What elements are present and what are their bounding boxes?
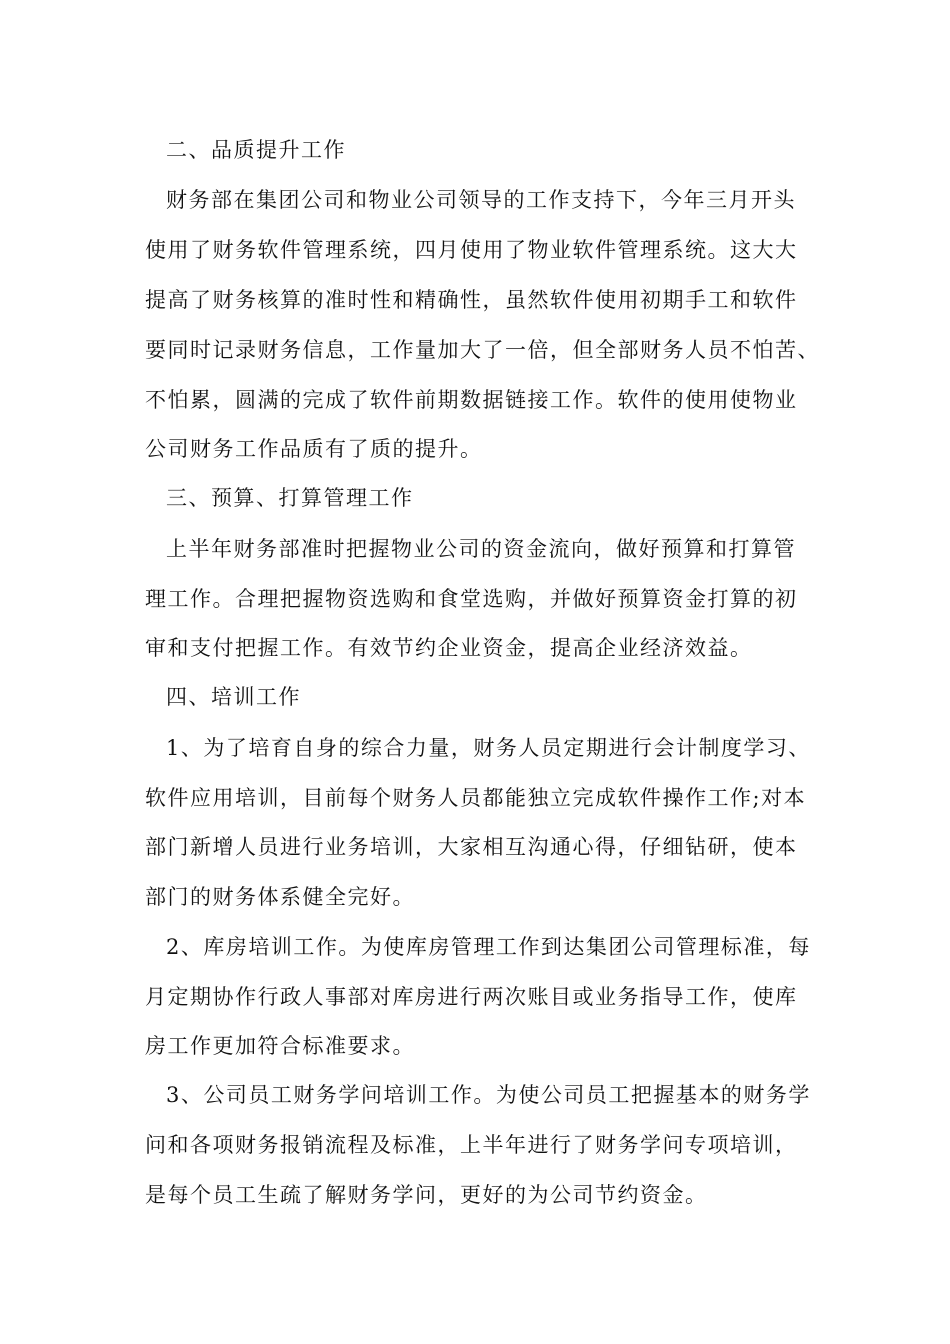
paragraph-line: 公司财务工作品质有了质的提升。 [145,437,483,461]
list-item-line: 月定期协作行政人事部对库房进行两次账目或业务指导工作，使库 [145,985,798,1009]
paragraph-line: 财务部在集团公司和物业公司领导的工作支持下，今年三月开头 [166,188,796,212]
list-item-line: 3、公司员工财务学问培训工作。为使公司员工把握基本的财务学 [166,1083,811,1107]
section-heading-quality: 二、品质提升工作 [166,138,346,162]
list-item-line: 2、库房培训工作。为使库房管理工作到达集团公司管理标准，每 [166,935,811,959]
list-item-line: 部门新增人员进行业务培训，大家相互沟通心得，仔细钻研，使本 [145,835,798,859]
paragraph-line: 要同时记录财务信息，工作量加大了一倍，但全部财务人员不怕苦、 [145,338,820,362]
list-item-line: 1、为了培育自身的综合力量，财务人员定期进行会计制度学习、 [166,736,811,760]
list-item-line: 软件应用培训，目前每个财务人员都能独立完成软件操作工作;对本 [145,786,807,810]
list-item-line: 问和各项财务报销流程及标准，上半年进行了财务学问专项培训， [145,1133,798,1157]
paragraph-line: 不怕累，圆满的完成了软件前期数据链接工作。软件的使用使物业 [145,388,798,412]
paragraph-line: 上半年财务部准时把握物业公司的资金流向，做好预算和打算管 [166,537,796,561]
list-item-line: 部门的财务体系健全完好。 [145,885,415,909]
paragraph-line: 提高了财务核算的准时性和精确性，虽然软件使用初期手工和软件 [145,288,798,312]
list-item-line: 房工作更加符合标准要求。 [145,1034,415,1058]
section-heading-training: 四、培训工作 [166,685,301,709]
section-heading-budget: 三、预算、打算管理工作 [166,486,414,510]
paragraph-line: 审和支付把握工作。有效节约企业资金，提高企业经济效益。 [145,636,753,660]
paragraph-line: 理工作。合理把握物资选购和食堂选购，并做好预算资金打算的初 [145,587,798,611]
list-item-line: 是每个员工生疏了解财务学问，更好的为公司节约资金。 [145,1183,708,1207]
paragraph-line: 使用了财务软件管理系统，四月使用了物业软件管理系统。这大大 [145,238,798,262]
